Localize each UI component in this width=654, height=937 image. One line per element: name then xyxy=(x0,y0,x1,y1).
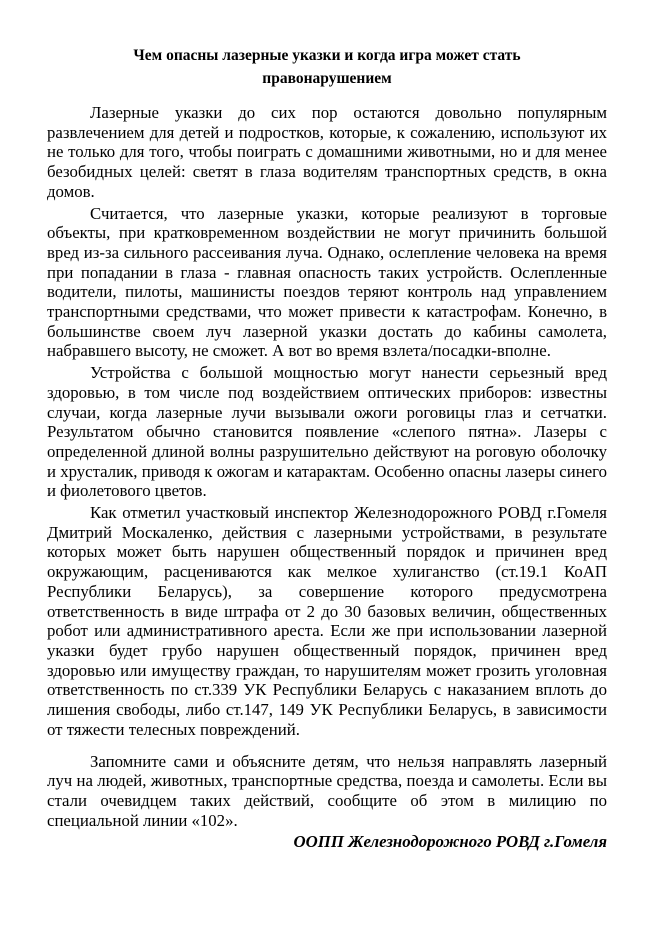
paragraph-health: Устройства с большой мощностью могут нанести серьезный вред здоровью, в том числе под воздействием оптических приборов: известны случаи, когда лазерные лучи вызывали ожоги роговицы глаз и сетчатки. Результатом обычно становится появление «слепого пятна». Лазеры с определенной длиной волны разрушительно действуют на роговую оболочку и хрусталик, приводя к ожогам и катарактам. Особенно опасны лазеры синего и фиолетового цветов. xyxy=(47,363,607,501)
document-page xyxy=(47,44,607,853)
document-signature: ООПП Железнодорожного РОВД г.Гомеля xyxy=(293,832,607,852)
document-title: Чем опасны лазерные указки и когда игра может стать правонарушением xyxy=(133,47,521,87)
paragraph-advice: Запомните сами и объясните детям, что нельзя направлять лазерный луч на людей, животных, транспортные средства, поезда и самолеты. Если вы стали очевидцем таких действий, сообщите об этом в милицию по специальной линии «102». xyxy=(47,751,607,830)
paragraph-legal: Как отметил участковый инспектор Железнодорожного РОВД г.Гомеля Дмитрий Москаленко, действия с лазерными устройствами, в результате которых может быть нарушен общественный порядок и причинен вред окружающим, расцениваются как мелкое хулиганство (ст.19.1 КоАП Республики Беларусь), за совершение которого предусмотрена ответственность в виде штрафа от 2 до 30 базовых величин, общественных робот или административного ареста. Если же при использовании лазерной указки будет грубо нарушен общественный порядок, причинен вред здоровью или имуществу граждан, то нарушителям может грозить уголовная ответственность по ст.339 УК Республики Беларусь с наказанием вплоть до лишения свободы, либо ст.147, 149 УК Республики Беларусь, в зависимости от тяжести телесных повреждений. xyxy=(47,503,607,739)
paragraph-danger: Считается, что лазерные указки, которые реализуют в торговые объекты, при кратковременном воздействии не могут причинить большой вред из-за сильного рассеивания луча. Однако, ослепление человека на время при попадании в глаза - главная опасность таких устройств. Ослепленные водители, пилоты, машинисты поездов теряют контроль над управлением транспортными средствами, что может привести к катастрофам. Конечно, в большинстве своем луч лазерной указки достать до кабины самолета, набравшего высоту, не сможет. А вот во время взлета/посадки-вполне. xyxy=(47,203,607,361)
paragraph-intro: Лазерные указки до сих пор остаются довольно популярным развлечением для детей и подростков, которые, к сожалению, используют их не только для того, чтобы поиграть с домашними животными, но и для менее безобидных целей: светят в глаза водителям транспортных средств, в окна домов. xyxy=(47,103,607,201)
